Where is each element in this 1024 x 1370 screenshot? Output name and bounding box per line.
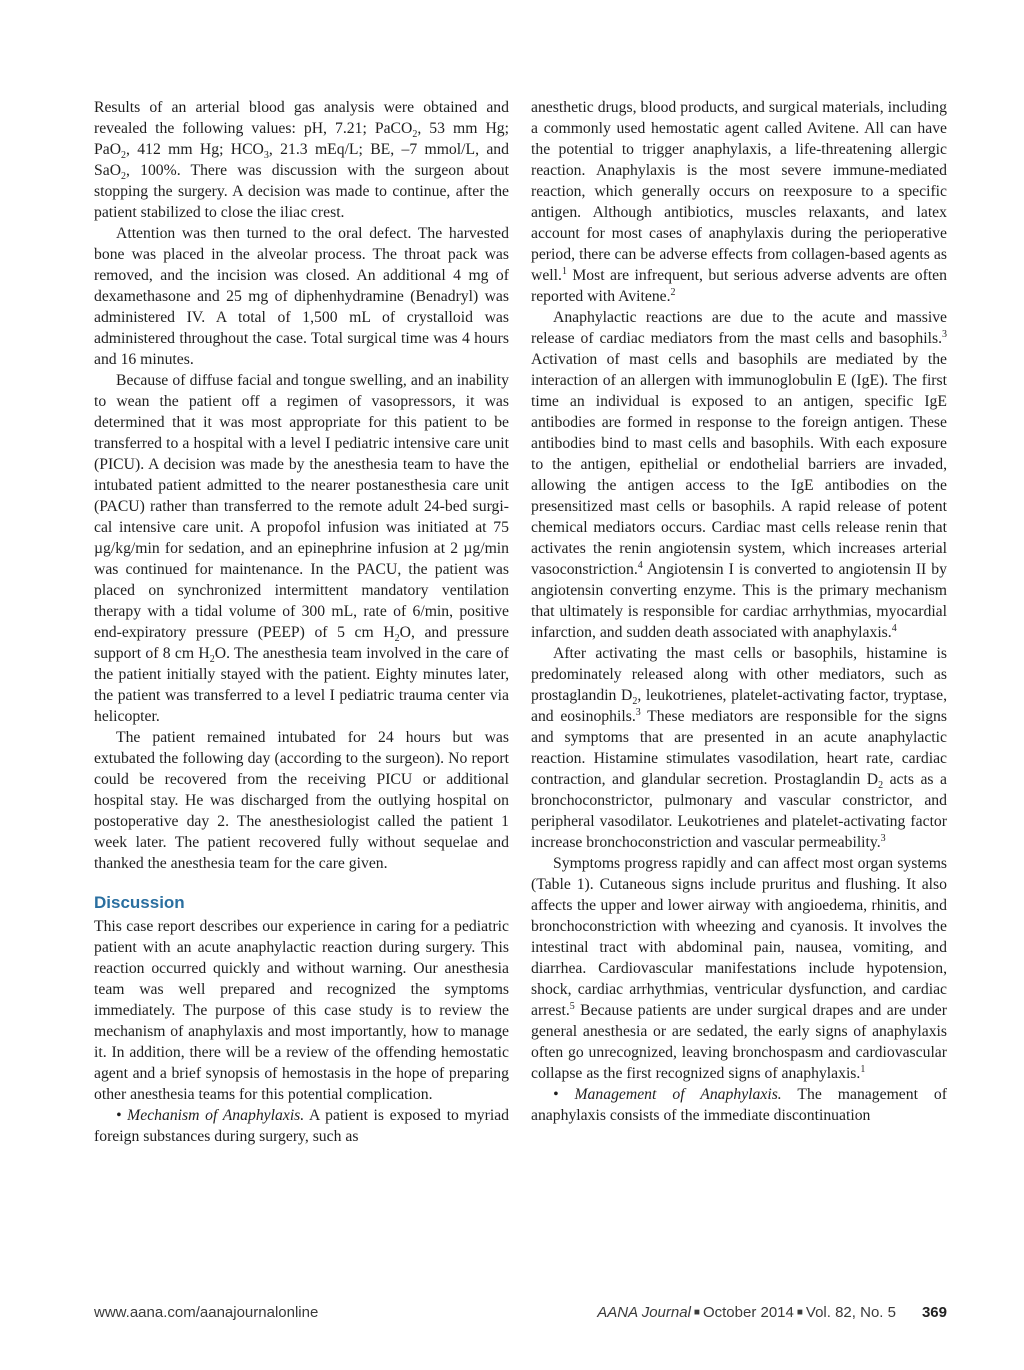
right-column (531, 97, 947, 1126)
paragraph-management: • Management of Anaphylaxis. The management of anaphylaxis consists of the immediate discontinuation (531, 1086, 947, 1124)
paragraph-outcome: The patient remained intubated for 24 hours but was extubated the following day (according to the surgeon). No report could be recovered from the receiving PICU or additional hospital stay. He was discharged from the outlying hospital on postoperative day 2. The anesthesiologist called the patient 1 week later. The patient recovered fully without sequelae and thanked the anesthesia team for the care given. (94, 729, 509, 872)
separator-square: ■ (796, 1307, 803, 1318)
paragraph-anaphylactic-reactions: Anaphylactic reactions are due to the acute and massive release of cardiac mediators from the mast cells and basophils.$^3$ Activation of mast cells and basophils are mediated by the interaction of an allergen with immunoglobulin E (IgE). The first time an individual is exposed to an antigen, specific IgE antibodies are formed in response to the foreign antigen. These antibodies bind to mast cells and basophils. With each exposure to the antigen, epithelial or endothelial barriers are invaded, allowing the antigen access to the IgE antibodies on the presensitized mast cells or basophils. A rapid release of potent chemical mediators occurs. Cardiac mast cells release renin that activates the renin angiotensin system, which increases arterial vasoconstriction.$^4$ Angiotensin I is converted to angiotensin II by angiotensin converting enzyme. This is the primary mechanism that ultimately is responsible for cardiac arrhythmias, myocardial infarction, and sudden death associated with anaphylaxis.$^4$ (531, 309, 947, 641)
issue-date: October 2014 (702, 1304, 794, 1321)
journal-citation (597, 1304, 947, 1321)
paragraph-oral-defect: Attention was then turned to the oral defect. The harvested bone was placed in the alveolar process. The throat pack was removed, and the incision was closed. An additional 4 mg of dexamethasone and 25 mg of diphenhydramine (Benadryl) was administered IV. A total of 1,500 mL of crystalloid was administered throughout the case. Total surgical time was 4 hours and 16 minutes. (94, 225, 509, 368)
paragraph-transfer: Because of diffuse facial and tongue swelling, and an inability to wean the patient off a regimen of vasopressors, it was determined that it was most appropriate for this patient to be transferred to a hospital with a level I pediatric intensive care unit (PICU). A decision was made by the anesthesia team to have the intubated patient admitted to the nearer postanesthesia care unit (PACU) rather than transferred to the remote adult 24-bed surgical intensive care unit. A propofol infusion was initiated at 75 µg/kg/min for sedation, and an epinephrine infusion at 2 µg/min was continued for maintenance. In the PACU, the patient was placed on synchronized intermittent mandatory ventilation therapy with a tidal volume of 300 mL, rate of 6/min, positive end-expiratory pressure (PEEP) of 5 cm $H_2O$, and pressure support of 8 cm $H_2O$. The anesthesia team involved in the care of the patient initially stayed with the patient. Eighty minutes later, the patient was transferred to a level I pediatric trauma center via helicopter. (94, 372, 509, 725)
volume-number: Vol. 82, No. 5 (805, 1304, 896, 1321)
paragraph-discussion-intro: This case report describes our experience in caring for a pediatric patient with an acute anaphylactic reaction during surgery. This reaction occurred quickly and without warning. Our anesthesia team was well prepared and recognized the symptoms immediately. The purpose of this case study is to review the mechanism of anaphylaxis and most importantly, how to manage it. In addition, there will be a review of the offending hemostatic agent and a brief synopsis of hemostasis in the hope of preparing other anesthesia teams for this potential complication. (94, 918, 509, 1103)
subheading-management: • Management of Anaphylaxis. (553, 1086, 782, 1103)
page-footer (94, 1304, 947, 1326)
journal-url: www.aana.com/aanajournalonline (94, 1304, 319, 1321)
paragraph-symptoms: Symptoms progress rapidly and can affect most organ systems (Table 1). Cutaneous signs include pruritus and flushing. It also affects the upper and lower airway with angioedema, rhinitis, and bronchoconstriction with wheezing and cyanosis. It involves the intestinal tract with abdominal pain, nausea, vomiting, and diarrhea. Cardiovascular manifestations include hypotension, shock, cardiac arrhythmias, ventricular dysfunction, and cardiac arrest.$^5$ Because patients are under surgical drapes and are under general anesthesia or are sedated, the early signs of anaphylaxis often go unrecognized, leaving bronchospasm and cardiovascular collapse as the first recognized signs of anaphylaxis.$^1$ (531, 855, 947, 1082)
separator-square: ■ (693, 1307, 700, 1318)
journal-name: AANA Journal (597, 1304, 691, 1321)
left-column (94, 97, 509, 1147)
subheading-mechanism: • Mechanism of Anaphylaxis. (116, 1107, 305, 1124)
page-number: 369 (921, 1304, 947, 1321)
paragraph-blood-gas: Results of an arterial blood gas analysis were obtained and revealed the following values: pH, 7.21; PaCO$_2$, 53 mm Hg; PaO$_2$, 412 mm Hg; $HCO_3$, 21.3 mEq/L; BE, –7 mmol/L, and SaO$_2$, 100%. There was discussion with the surgeon about stopping the surgery. A decision was made to continue, after the patient stabilized to close the iliac crest. (94, 99, 509, 221)
paragraph-mechanism: • Mechanism of Anaphylaxis. A patient is exposed to myriad foreign substances during surgery, such as (94, 1107, 509, 1145)
paragraph-anesthetic-drugs: anesthetic drugs, blood products, and surgical materials, including a commonly used hemostatic agent called Avitene. All can have the potential to trigger anaphylaxis, a life-threatening allergic reaction. Anaphylaxis is the most severe immune-mediated reaction, which generally occurs on reexposure to a specific antigen. Although antibiotics, muscles relaxants, and latex account for most cases of anaphylaxis during the perioperative period, there can be adverse effects from collagen-based agents as well.$^1$ Most are infrequent, but serious adverse advents are often reported with Avitene.$^2$ (531, 99, 947, 305)
paragraph-histamine: After activating the mast cells or basophils, histamine is predominately released along with other mediators, such as prostaglandin $D_2$, leukotrienes, platelet-activating factor, tryptase, and eosinophils.$^3$ These mediators are responsible for the signs and symptoms that are presented in an acute anaphylactic reaction. Histamine stimulates vasodilation, heart rate, cardiac contraction, and glandular secretion. Prostaglandin $D_2$ acts as a bronchoconstrictor, pulmonary and vascular constrictor, and peripheral vasodilator. Leukotrienes and platelet-activating factor increase bronchoconstriction and vascular permeability.$^3$ (531, 645, 947, 851)
section-heading-discussion: Discussion (94, 893, 185, 912)
